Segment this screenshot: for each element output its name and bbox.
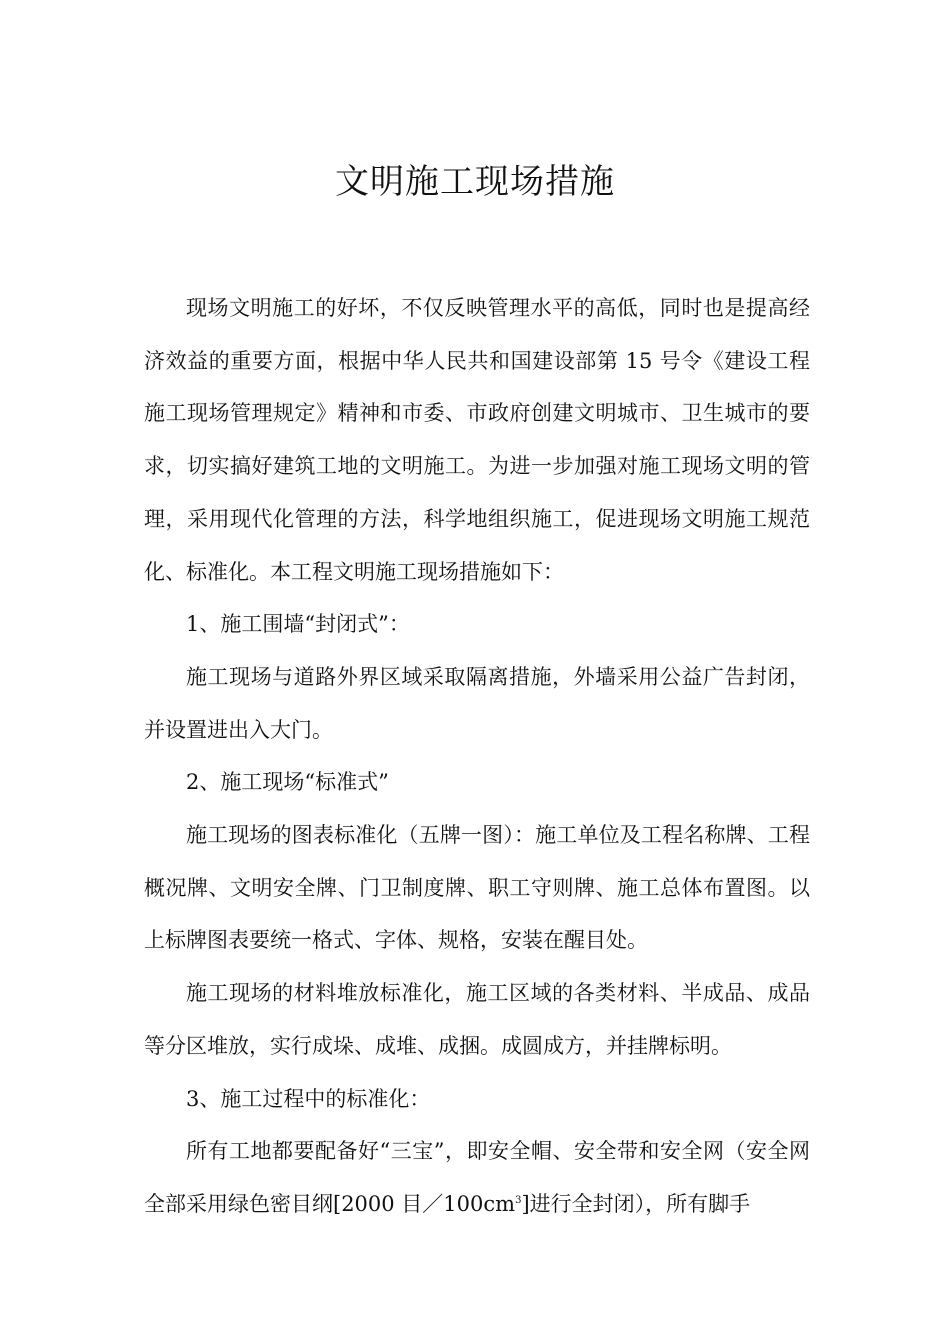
document-body <box>144 282 810 1231</box>
section-heading-2: 2、施工现场“标准式” <box>186 770 389 795</box>
paragraph-material-stacking: 施工现场的材料堆放标准化，施工区域的各类材料、半成品、成品等分区堆放，实行成垛、成堆、成捆。成圆成方，并挂牌标明。 <box>144 981 810 1058</box>
safety-gear-text-end: ]进行全封闭），所有脚手 <box>521 1191 751 1216</box>
unit-superscript: 3 <box>515 1194 522 1206</box>
section-heading-1: 1、施工围墙“封闭式”： <box>186 612 410 637</box>
paragraph-intro: 现场文明施工的好坏，不仅反映管理水平的高低，同时也是提高经济效益的重要方面，根据中华人民共和国建设部第 15 号令《建设工程施工现场管理规定》精神和市委、市政府创建文明城市、卫生城市的要求，切实搞好建筑工地的文明施工。为进一步加强对施工现场文明的管理，采用现代化管理的方法，科学地组织施工，促进现场文明施工规范化、标准化。本工程文明施工现场措施如下： <box>144 296 810 584</box>
paragraph-signboards: 施工现场的图表标准化（五牌一图）：施工单位及工程名称牌、工程概况牌、文明安全牌、门卫制度牌、职工守则牌、施工总体布置图。以上标牌图表要统一格式、字体、规格，安装在醒目处。 <box>144 823 810 953</box>
document-title: 文明施工现场措施 <box>335 162 615 202</box>
paragraph-enclosure: 施工现场与道路外界区域采取隔离措施，外墙采用公益广告封闭，并设置进出入大门。 <box>144 664 810 742</box>
safety-gear-text-start: 所有工地都要配备好“三宝”，即安全帽、安全带和安全网（安全网全部采用绿色密目纲[2000 目／100cm <box>144 1139 810 1216</box>
paragraph-safety-gear <box>144 1125 810 1230</box>
section-heading-3: 3、施工过程中的标准化： <box>186 1086 431 1111</box>
